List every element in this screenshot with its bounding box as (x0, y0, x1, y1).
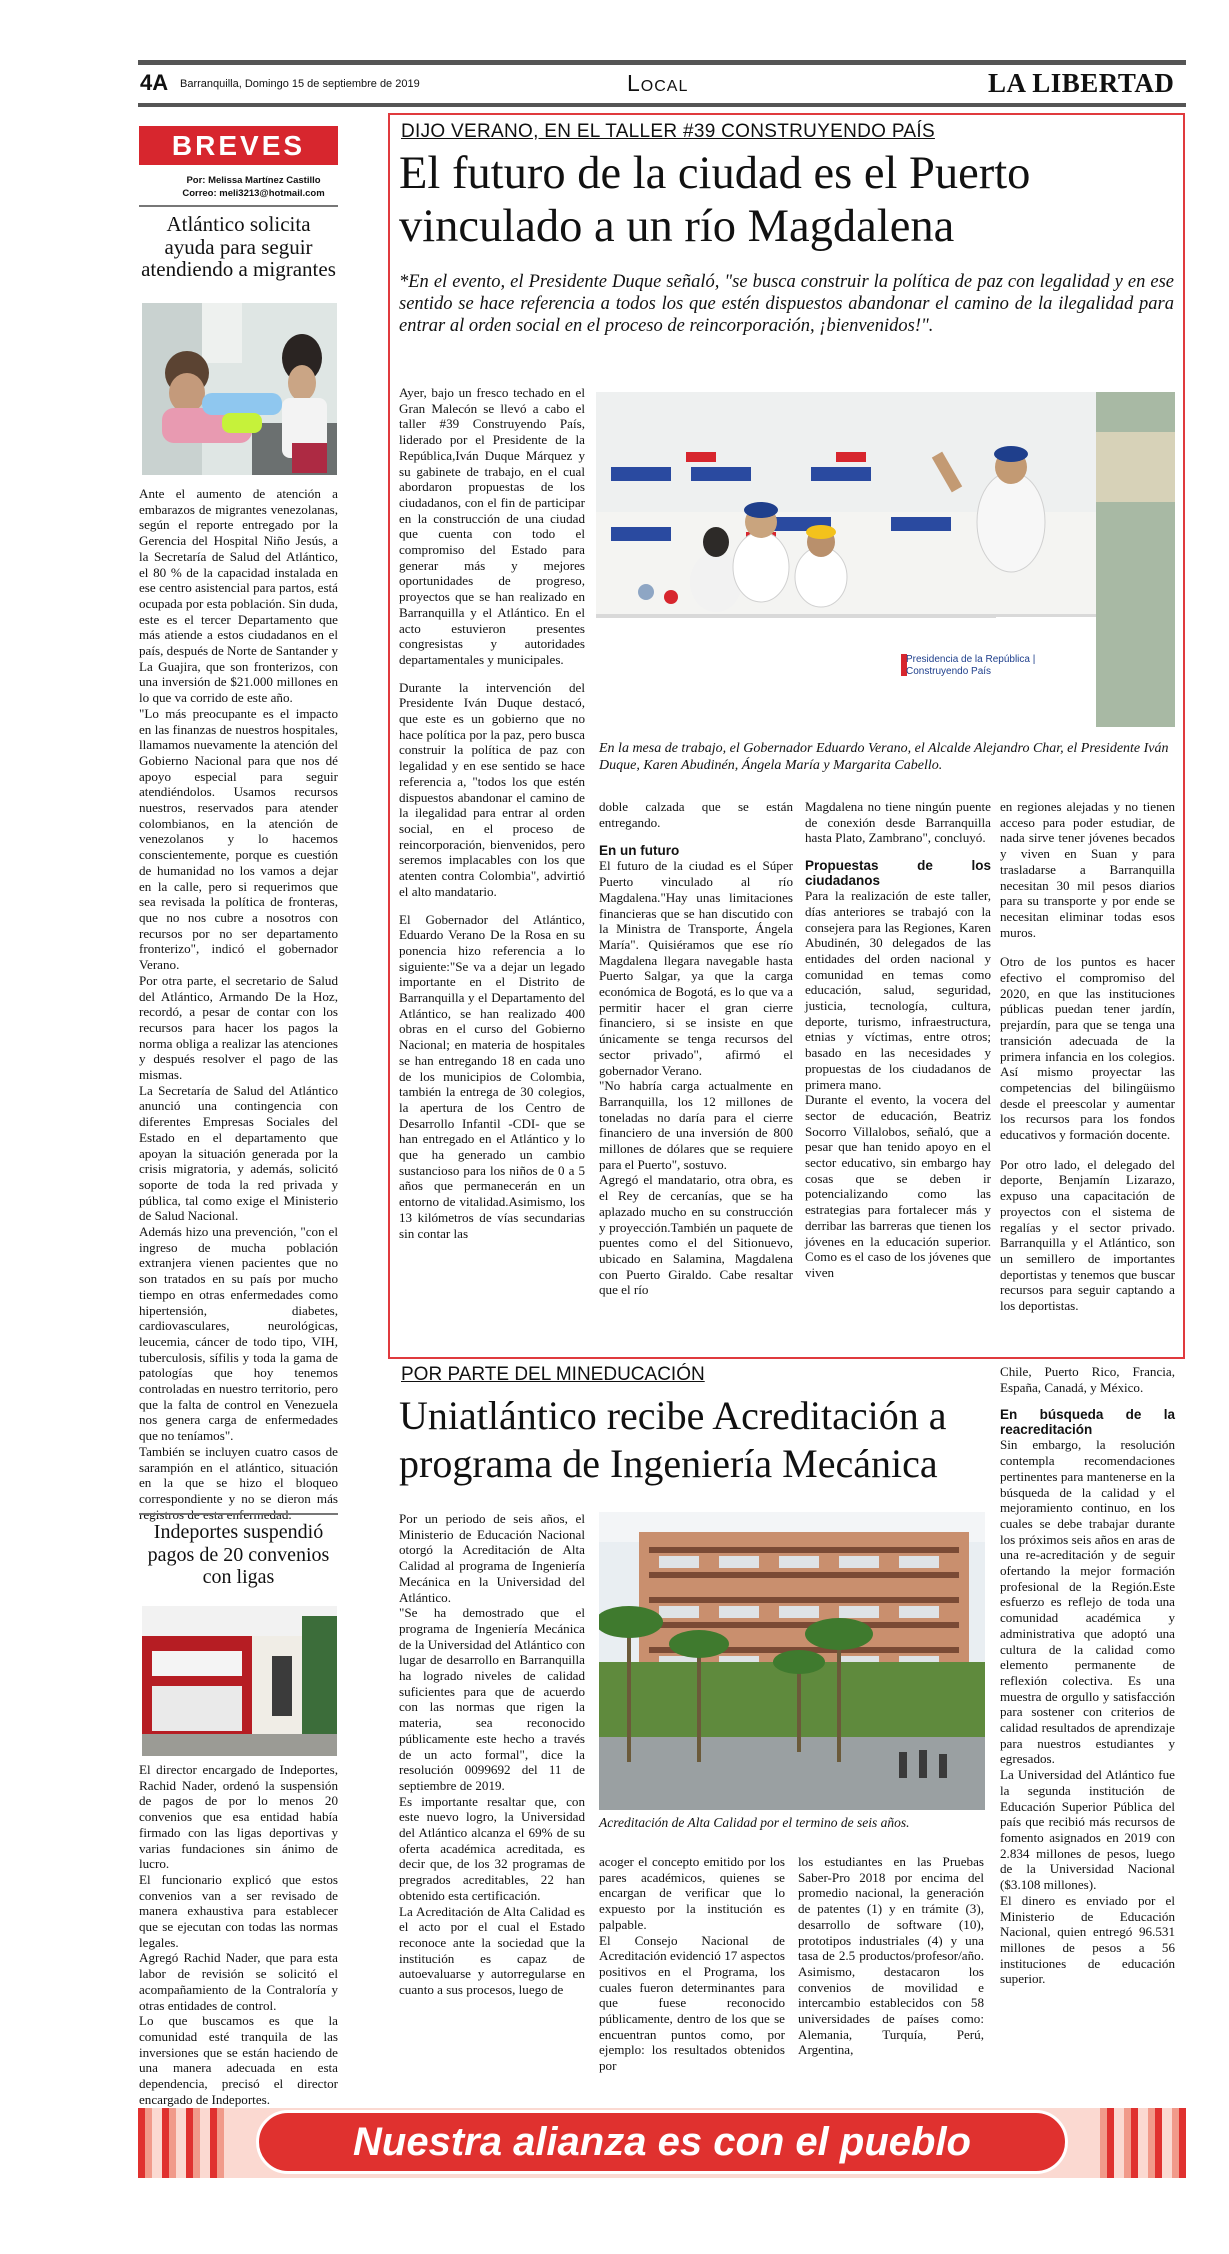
brief1-headline: Atlántico solicita ayuda para seguir atendiendo a migrantes (141, 212, 336, 281)
paragraph: "No habría carga actualmente en Barranquilla, los 12 millones de toneladas no daría para el cierre financiero de una inversión de 800 millones de dólares que se requiere para el Puerto", sostuvo. (599, 1078, 793, 1172)
paragraph: Para la realización de este taller, días anteriores se trabajó con la consejera para las Regiones, Karen Abudinén, 30 delegados de las entidades del orden nacional y comunidad en temas como educación, salud, seguridad, justicia, tecnología, cultura, deporte, turismo, infraestructura, etnias y víctimas, entre otros; basado en las necesidades y propuestas de los ciudadanos de primera mano. (805, 888, 991, 1092)
second-photo-caption: Acreditación de Alta Calidad por el termino de seis años. (599, 1815, 910, 1830)
paragraph: Durante la intervención del Presidente Iván Duque destacó, que este es un gobierno que no hace política por la paz, pero busca construir la política de paz con legalidad y en ese sentido se hace referencia a, "todos los que estén dispuestos abandonar el camino de la ilegalidad para entrar al orden social, en el proceso de reincorporación, bienvenidos, pero seremos implacables con los que atenten contra Colombia", advirtió el alto mandatario. (399, 679, 585, 899)
briefs-byline (139, 174, 338, 200)
header-bottom-rule (138, 103, 1186, 107)
photo-sign-text: Presidencia de la República | Construyendo País (906, 654, 1036, 677)
lead-kicker: DIJO VERANO, EN EL TALLER #39 CONSTRUYENDO PAÍS (401, 121, 935, 142)
paragraph: Sin embargo, la resolución contempla recomendaciones pertinentes para mantenerse en la búsqueda de la calidad y el mejoramiento continuo, en los cuales se debe trabajar durante los próximos seis años en aras de una re-acreditación y de seguir ofertando la mejor formación profesional de la Región.Este esfuerzo es reflejo de toda una comunidad académica y administrativa que adoptó una cultura de la calidad como elemento permanente de reflexión colectiva. Es una muestra de orgullo y satisfacción para sostener con criterios de calidad resultados de aprendizaje para nuestros estudiantes y egresados. (1000, 1437, 1175, 1767)
lead-photo-caption: En la mesa de trabajo, el Gobernador Eduardo Verano, el Alcalde Alejandro Char, el Presidente Iván Duque, Karen Abudinén, Ángela María y Margarita Cabello. (599, 741, 1169, 773)
paragraph: Agregó Rachid Nader, que para esta labor de revisión se solicitó el acompañamiento de la Contraloría y otras entidades de control. (139, 1950, 338, 2013)
briefs-label: BREVES (171, 130, 306, 161)
paragraph: El futuro de la ciudad es el Súper Puerto vinculado al río Magdalena."Hay unas limitaciones financieras que se han discutido con la Ministra de Transporte, Ángela María". Quisiéramos que ese río Magdalena llegara navegable hasta Puerto Salgar, ya que la carga económica de Bogotá, es lo que va a permitir hacer el gran cierre financiero, si se insiste en que únicamente se tenga recursos del sector privado", afirmó el gobernador Verano. (599, 858, 793, 1078)
paragraph: Por otra parte, el secretario de Salud del Atlántico, Armando De la Hoz, recordó, a pesar de contar con los recursos para hacer los pagos la norma obliga a realizar las atenciones y después resolver el pago de las mismas. (139, 972, 338, 1083)
second-kicker: POR PARTE DEL MINEDUCACIÓN (401, 1364, 705, 1385)
paragraph: Durante el evento, la vocera del sector de educación, Beatriz Socorro Villalobos, señaló, que a pesar que han tenido apoyo en el sector educativo, sin embargo hay cosas que se deben ir potencializando como las estrategias para fortalecer más y derribar las barreras que tienen los jóvenes en la educación superior. Como es el caso de los jóvenes que viven (805, 1092, 991, 1280)
banner-text: Nuestra alianza es con el pueblo (353, 2120, 971, 2164)
second-col1 (399, 1511, 585, 1998)
page-number: 4A (140, 70, 169, 95)
paragraph: Chile, Puerto Rico, Francia, España, Canadá, y México. (1000, 1364, 1175, 1395)
lead-headline: El futuro de la ciudad es el Puerto vinculado a un río Magdalena (399, 148, 1031, 252)
paragraph: Magdalena no tiene ningún puente de conexión desde Barranquilla hasta Plato, Zambrano", concluyó. (805, 799, 991, 846)
brief2-photo (142, 1606, 337, 1756)
byline-author: Por: Melissa Martínez Castillo (186, 175, 321, 186)
subhead: En búsqueda de la reacreditación (1000, 1407, 1175, 1438)
briefs-rule (139, 205, 338, 207)
paragraph: La Universidad del Atlántico fue la segunda institución de Educación Superior Pública del país que recibió más recursos de fomento asignados en 2019 con 2.834 millones de pesos, luego de la Universidad Nacional ($3.108 millones). (1000, 1767, 1175, 1893)
subhead: Propuestas de los ciudadanos (805, 858, 991, 889)
paragraph: Además hizo una prevención, "con el ingreso de mucha población extranjera vienen pacientes que no son tratados en su país por mucho tiempo en otras enfermedades como hipertensión, diabetes, cardiovasculares, neurológicas, leucemia, cáncer de todo tipo, VIH, tuberculosis, sífilis y toda la gama de patologías que hoy tenemos controladas en nuestro territorio, pero que la falta de control en Venezuela nos genera carga de enfermedades que no teníamos". (139, 1224, 338, 1444)
lead-photo (596, 392, 1175, 727)
paragraph: doble calzada que se están entregando. (599, 799, 793, 830)
brief2-headline: Indeportes suspendió pagos de 20 convenios con ligas (147, 1521, 330, 1588)
subhead: En un futuro (599, 843, 680, 859)
lead-col2 (599, 799, 793, 1298)
paragraph: El director encargado de Indeportes, Rachid Nader, ordenó la suspensión de pagos de por lo menos 20 convenios que esa entidad había firmado con las ligas deportivas y varias fundaciones sin ánimo de lucro. (139, 1762, 338, 1872)
paragraph: La Acreditación de Alta Calidad es el acto por el cual el Estado reconoce ante la sociedad que la institución es capaz de autoevaluarse y autorregularse en cuanto a sus procesos, luego de (399, 1903, 585, 1998)
paragraph: "Se ha demostrado que el programa de Ingeniería Mecánica de la Universidad del Atlántico con lugar de desarrollo en Barranquilla ha logrado niveles de calidad suficientes para que de acuerdo con las normas que rigen la materia, sea reconocido públicamente este hecho a través de un acto formal", dice la resolución 0099692 del 11 de septiembre de 2019. (399, 1605, 585, 1793)
lead-col4 (1000, 799, 1175, 1314)
paragraph: El dinero es enviado por el Ministerio de Educación Nacional, quien entregó 96.531 millones de pesos a 56 instituciones de educación superior. (1000, 1892, 1175, 1987)
section-name: Local (627, 70, 689, 96)
paragraph: Por un periodo de seis años, el Ministerio de Educación Nacional otorgó la Acreditación de Alta Calidad al programa de Ingeniería Mecánica en la Universidad del Atlántico. (399, 1511, 585, 1605)
paragraph: El Gobernador del Atlántico, Eduardo Verano De la Rosa en su ponencia hizo referencia a lo siguiente:"Se va a dejar un legado importante en el Distrito de Barranquilla y el Departamento del Atlántico, se han realizado 400 obras en el curso del Gobierno Nacional; en materia de hospitales se han entregando 18 en cada uno de los municipios de Colombia, también la entrega de 30 colegios, la apertura de los Centro de Desarrollo Infantil -CDI- que se han entregado en el Atlántico y lo que ha generado un cambio sustancioso para los niños de 0 a 5 años que permanecerán en un entorno de vitalidad.Asimismo, los 13 kilómetros de vías secundarias sin contar las (399, 911, 585, 1241)
paragraph: El funcionario explicó que estos convenios van a ser revisado de manera exhaustiva para establecer que se ejecutan con todas las normas legales. (139, 1871, 338, 1950)
header-top-rule (138, 60, 1186, 65)
newspaper-name: LA LIBERTAD (988, 68, 1175, 98)
paragraph: "Lo más preocupante es el impacto en las finanzas de nuestros hospitales, llamamos nuevamente la atención del Gobierno Nacional para que nos dé apoyo especial para seguir atendiéndolos. Usamos recursos nuestros, reservados para atender colombianos, en la atención de venezolanos y lo hacemos conscientemente, porque es cuestión de humanidad no los vamos a dejar en la calle, pero si requerimos que sea revisada la política de fronteras, que no nos cubre a nosotros con recursos por no ser departamento fronterizo", indicó el gobernador Verano. (139, 705, 338, 973)
paragraph: en regiones alejadas y no tienen acceso para poder estudiar, de nada sirve tener jóvenes becados y viven en Suan y para trasladarse a Barranquilla necesitan 30 mil pesos diarios para su transporte y por ende se necesitan eliminar todas esos muros. (1000, 799, 1175, 940)
bottom-banner (138, 2108, 1186, 2178)
second-headline: Uniatlántico recibe Acreditación a programa de Ingeniería Mecánica (399, 1393, 947, 1486)
second-col2 (599, 1854, 785, 2074)
paragraph: Ante el aumento de atención a embarazos de migrantes venezolanas, según el reporte entregado por la Gerencia del Hospital Niño Jesús, a la Secretaría de Salud del Atlántico, el 80 % de la capacidad instalada en ese centro asistencial para partos, está ocupada por esta población. Sin duda, este es el tercer Departamento que más atiende a estos ciudadanos en el país, después de Norte de Santander y La Guajira, que son fronterizos, con una inversión de $21.000 millones en lo que va corrido de este año. (139, 486, 338, 706)
paragraph: Por otro lado, el delegado del deporte, Benjamín Lizarazo, expuso una capacitación de proyectos con el sistema de regalías y el sector privado. Barranquilla y el Atlántico, son un semillero de importantes deportistas y tenemos que buscar recursos para seguir captando a los deportistas. (1000, 1156, 1175, 1314)
paragraph: acoger el concepto emitido por los pares académicos, quienes se encargan de verificar que lo expuesto por la institución es palpable. (599, 1854, 785, 1932)
brief1-photo (142, 303, 337, 475)
banner-pill (256, 2110, 1068, 2174)
paragraph: La Secretaría de Salud del Atlántico anunció una contingencia con diferentes Empresas Sociales del Estado en el departamento que apoyan la situación generada por la crisis migratoria, y además, solicitó soporte de toda la red privada y pública, tal como exige el Ministerio de Salud Nacional. (139, 1082, 338, 1224)
paragraph: Es importante resaltar que, con este nuevo logro, la Universidad del Atlántico alcanza el 69% de su oferta académica acreditada, es decir que, de los 32 programas de pregrados acreditables, 22 han obtenido esta certificación. (399, 1793, 585, 1903)
paragraph: Otro de los puntos es hacer efectivo el compromiso del 2020, en que las instituciones públicas puedan tener jardín, prejardín, para que se tenga una transición adecuada de la primera infancia en los colegios. Así mismo proyectar las competencias del bilingüismo desde el preescolar y aumentar los recursos para los fondos educativos y formación docente. (1000, 954, 1175, 1143)
lead-col3 (805, 799, 991, 1281)
briefs-label-box (139, 126, 338, 165)
paragraph: Agregó el mandatario, otra obra, es el Rey de cercanías, que se ha aplazado mucho en su construcción y proyección.También un paquete de puentes como el del Sitionuevo, ubicado en Salamina, Magdalena con Puerto Giraldo. Cabe resaltar que el río (599, 1172, 793, 1298)
paragraph: Lo que buscamos es que la comunidad esté tranquila de las inversiones que se están haciendo de una manera adecuada en esta dependencia, precisó el director encargado de Indeportes. (139, 2013, 338, 2107)
brief2-body (139, 1762, 338, 2107)
paragraph: También se incluyen cuatro casos de sarampión en el atlántico, situación en la que se hizo el bloqueo correspondiente y no se dieron más (139, 1443, 338, 1506)
paragraph: El Consejo Nacional de Acreditación evidenció 17 aspectos positivos en el Programa, los cuales fueron determinantes para que fuese reconocido públicamente, dentro de los que se encuentran puntos como, por ejemplo: los resultados obtenidos por (599, 1932, 785, 2074)
dateline: Barranquilla, Domingo 15 de septiembre de 2019 (180, 78, 420, 90)
second-photo (599, 1512, 985, 1810)
second-col4 (1000, 1364, 1175, 1987)
byline-email: Correo: meli3213@hotmail.com (182, 188, 325, 199)
brief1-body (139, 486, 338, 1522)
second-col3 (798, 1854, 984, 2058)
paragraph: los estudiantes en las Pruebas Saber-Pro 2018 por encima del promedio nacional, la generación de patentes (1) y en trámite (3), desarrollo de software (10), prototipos industriales (4) y una tasa de 2.5 productos/profesor/año. Asimismo, destacaron los convenios de movilidad e intercambio establecidos con 58 universidades de países como: Alemania, Turquía, Perú, Argentina, (798, 1854, 984, 2058)
paragraph: Ayer, bajo un fresco techado en el Gran Malecón se llevó a cabo el taller #39 Construyendo País, liderado por el Presidente de la República,Iván Duque Márquez y su gabinete de trabajo, en el cual abordaron propuestas de los ciudadanos, con el fin de participar en la construcción de una ciudad que cuenta con todo el compromiso del Estado para generar más y mejores oportunidades de progreso, proyectos que se han realizado en Barranquilla y el Atlántico. En el acto estuvieron presentes congresistas y autoridades departamentales y municipales. (399, 385, 585, 667)
lead-col1 (399, 385, 585, 1241)
brief-divider (139, 1513, 338, 1515)
lead-standfirst: *En el evento, el Presidente Duque señaló, "se busca construir la política de paz con legalidad y en ese sentido se hace referencia a todos los que estén dispuestos abandonar el camino de la ilegalidad para entrar al orden social en el proceso de reincorporación, ¡bienvenidos!". (399, 272, 1174, 336)
